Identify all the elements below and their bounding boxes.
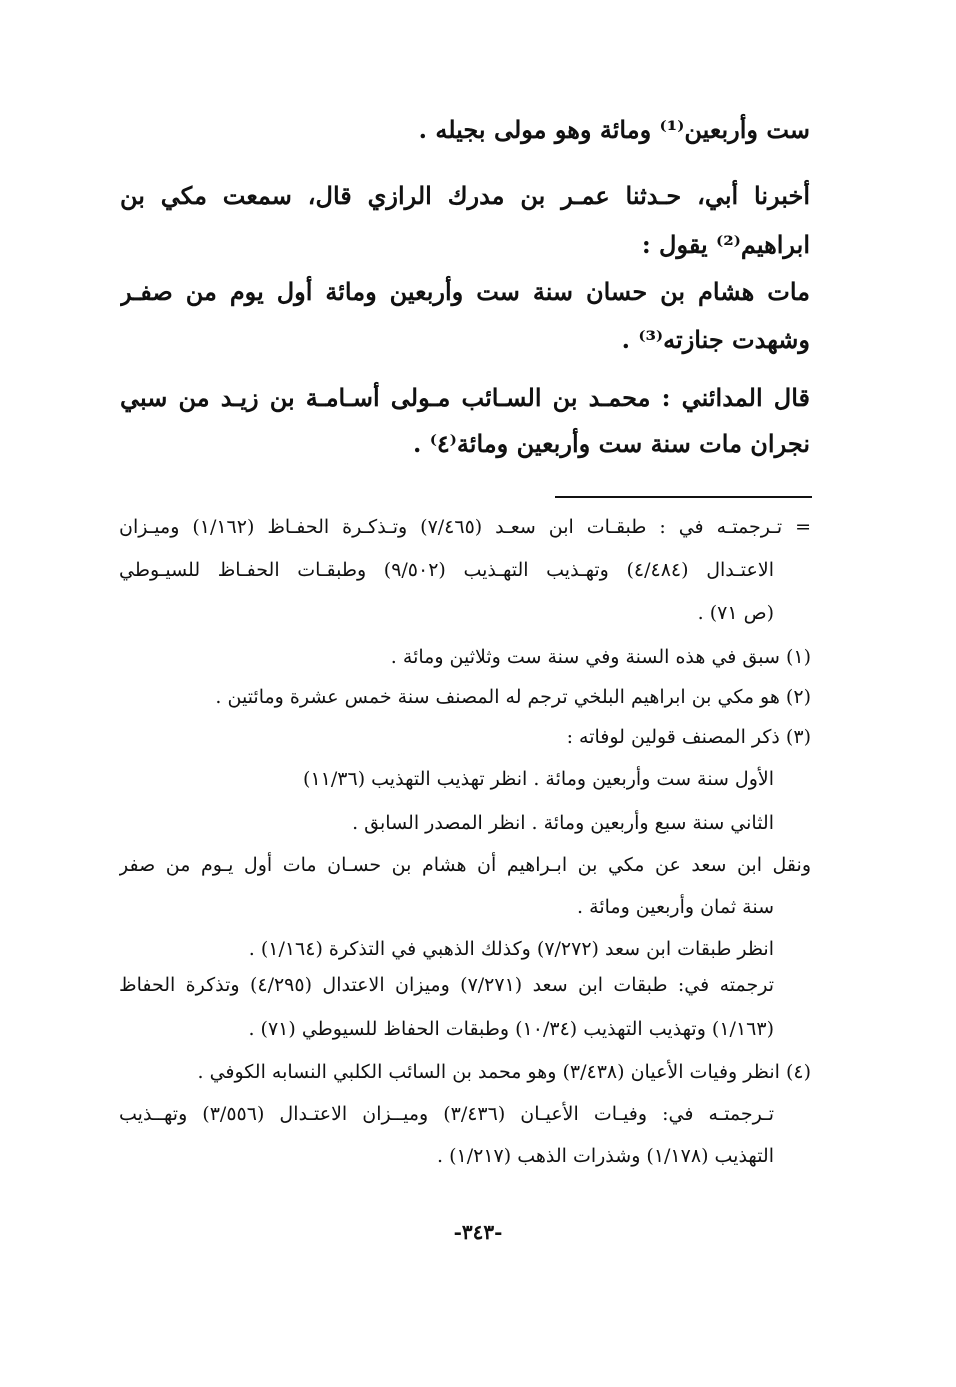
footnote-line: تـرجمتـه في: وفيـات الأعيـان (٣/٤٣٦) وميــزان الاعتـدال (٣/٥٥٦) وتهــذيب: [119, 1103, 774, 1125]
footnote-line: ترجمته في: طبقات ابن سعد (٧/٢٧١) وميزان الاعتدال (٤/٢٩٥) وتذكرة الحفاظ: [119, 974, 774, 996]
footnote-line: = تـرجمتـه في : طبقـات ابن سعـد (٧/٤٦٥) وتـذكـرة الحفـاظ (١/١٦٢) وميـزان: [119, 516, 811, 538]
footnote-line: الاعتـدال (٤/٤٨٤) وتهـذيب التهـذيب (٩/٥٠٢) وطبقـات الحفـاظ للسيـوطي: [119, 559, 774, 581]
footnote-separator: [555, 496, 812, 498]
footnote-line: انظر طبقات ابن سعد (٧/٢٧٢) وكذلك الذهبي في التذكرة (١/١٦٤) .: [248, 938, 774, 960]
footnote-line: (١/١٦٣) وتهذيب التهذيب (١٠/٣٤) وطبقات الحفاظ للسيوطي (٧١) .: [248, 1018, 774, 1040]
footnote-line: الأول سنة ست وأربعين ومائة . انظر تهذيب التهذيب (١١/٣٦): [303, 768, 774, 790]
footnote-line: التهذيب (١/١٧٨) وشذرات الذهب (١/٢١٧) .: [437, 1145, 774, 1167]
footnote-line: سنة ثمان وأربعين ومائة .: [577, 896, 774, 918]
footnote-line: (ص ٧١) .: [697, 602, 774, 624]
main-text-line: أخبرنا أبي، حـدثنا عمـر بن مدرك الرازي قال، سمعت مكي بن: [120, 181, 810, 210]
footnote-4: (٤) انظر وفيات الأعيان (٣/٤٣٨) وهو محمد بن السائب الكلبي النسابه الكوفي .: [197, 1061, 811, 1083]
main-text-line: ست وأربعين⁽¹⁾ ومائة وهو مولى بجيله .: [418, 115, 810, 144]
footnote-line: ونقل ابن سعد عن مكي بن ابـراهيم أن هشام بن حسـان مات أول يـوم من صفر: [119, 854, 811, 876]
main-text-line: مات هشام بن حسان سنة ست وأربعين ومائة أول يوم من صفـر: [120, 277, 810, 306]
main-text-line: قال المدائني : محمـد بن السـائب مـولى أسـامـة بن زيـد من سبي: [120, 383, 810, 412]
main-text-line: نجران مات سنة ست وأربعين ومائة⁽٤⁾ .: [413, 429, 810, 458]
footnote-line: الثاني سنة سبع وأربعين ومائة . انظر المصدر السابق .: [352, 812, 774, 834]
footnote-3: (٣) ذكر المصنف قولين لوفاته :: [566, 726, 811, 748]
footnote-1: (١) سبق في هذه السنة وفي سنة ست وثلاثين ومائة .: [390, 646, 811, 668]
footnote-2: (٢) هو مكي بن ابراهيم البلخي ترجم له المصنف سنة خمس عشرة ومائتين .: [215, 686, 811, 708]
page-number: -٣٤٣-: [453, 1220, 503, 1244]
main-text-line: ابراهيم⁽²⁾ يقول :: [641, 230, 810, 259]
main-text-line: وشهدت جنازته⁽³⁾ .: [621, 325, 810, 354]
